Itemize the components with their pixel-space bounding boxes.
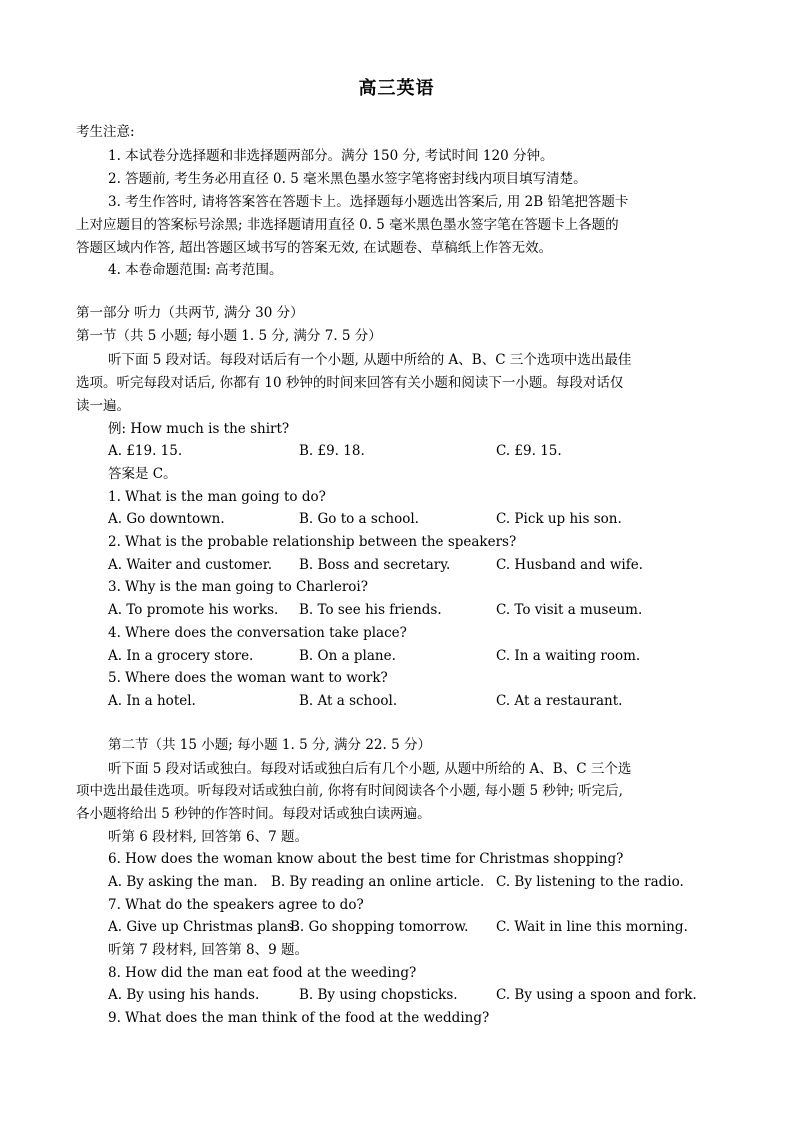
example-question: 例: How much is the shirt?	[108, 421, 290, 437]
q7-option-c: C. Wait in line this morning.	[496, 919, 688, 935]
q4-option-a: A. In a grocery store.	[108, 648, 254, 664]
section1-instructions-3: 读一遍。	[76, 398, 130, 414]
notice-item-3: 3. 考生作答时, 请将答案答在答题卡上。选择题每小题选出答案后, 用 2B 铅笔把答题卡	[108, 194, 629, 210]
q7-option-b: B. Go shopping tomorrow.	[290, 919, 469, 935]
notice-item-3-cont: 上对应题目的答案标号涂黑; 非选择题请用直径 0. 5 毫米黑色墨水签字笔在答题卡上各题的	[76, 217, 619, 233]
page-title: 高三英语	[358, 78, 435, 99]
section1-instructions-2: 选项。听完每段对话后, 你都有 10 秒钟的时间来回答有关小题和阅读下一小题。每段对话仅	[76, 375, 624, 391]
part1-heading: 第一部分 听力（共两节, 满分 30 分）	[76, 305, 304, 321]
notice-item-3-cont2: 答题区域内作答, 超出答题区域书写的答案无效, 在试题卷、草稿纸上作答无效。	[76, 240, 553, 256]
q8-option-b: B. By using chopsticks.	[299, 987, 458, 1003]
q7-option-a: A. Give up Christmas plans.	[108, 919, 299, 935]
q3-option-a: A. To promote his works.	[108, 602, 279, 618]
notice-heading: 考生注意:	[76, 124, 135, 140]
section2-instructions-3: 各小题将给出 5 秒钟的作答时间。每段对话或独白读两遍。	[76, 806, 431, 822]
q3-option-c: C. To visit a museum.	[496, 602, 643, 618]
q4-option-b: B. On a plane.	[299, 648, 396, 664]
q2-option-c: C. Husband and wife.	[496, 557, 643, 573]
material-6-heading: 听第 6 段材料, 回答第 6、7 题。	[108, 829, 309, 845]
q8-option-c: C. By using a spoon and fork.	[496, 987, 697, 1003]
q2-option-a: A. Waiter and customer.	[108, 557, 273, 573]
material-7-heading: 听第 7 段材料, 回答第 8、9 题。	[108, 942, 309, 958]
q4-option-c: C. In a waiting room.	[496, 648, 641, 664]
q1-option-b: B. Go to a school.	[299, 511, 419, 527]
q5-option-b: B. At a school.	[299, 693, 398, 709]
q1-option-c: C. Pick up his son.	[496, 511, 622, 527]
notice-item-1: 1. 本试卷分选择题和非选择题两部分。满分 150 分, 考试时间 120 分钟。	[108, 148, 554, 164]
section2-instructions-1: 听下面 5 段对话或独白。每段对话或独白后有几个小题, 从题中所给的 A、B、C 三个选	[108, 761, 632, 777]
q6-option-c: C. By listening to the radio.	[496, 874, 684, 890]
section1-heading: 第一节（共 5 小题; 每小题 1. 5 分, 满分 7. 5 分）	[76, 328, 382, 344]
question-6: 6. How does the woman know about the best time for Christmas shopping?	[108, 851, 624, 867]
example-option-c: C. £9. 15.	[496, 443, 562, 459]
q8-option-a: A. By using his hands.	[108, 987, 260, 1003]
q1-option-a: A. Go downtown.	[108, 511, 225, 527]
section2-instructions-2: 项中选出最佳选项。听每段对话或独白前, 你将有时间阅读各个小题, 每小题 5 秒钟; 听完后,	[76, 783, 623, 799]
notice-item-4: 4. 本卷命题范围: 高考范围。	[108, 262, 283, 278]
question-7: 7. What do the speakers agree to do?	[108, 897, 364, 913]
question-3: 3. Why is the man going to Charleroi?	[108, 579, 368, 595]
q3-option-b: B. To see his friends.	[299, 602, 442, 618]
q2-option-b: B. Boss and secretary.	[299, 557, 451, 573]
question-2: 2. What is the probable relationship between the speakers?	[108, 534, 517, 550]
q6-option-b: B. By reading an online article.	[271, 874, 485, 890]
question-4: 4. Where does the conversation take place?	[108, 625, 407, 641]
section1-instructions-1: 听下面 5 段对话。每段对话后有一个小题, 从题中所给的 A、B、C 三个选项中选出最佳	[108, 352, 632, 368]
example-answer: 答案是 C。	[108, 466, 177, 482]
question-9: 9. What does the man think of the food at the wedding?	[108, 1010, 490, 1026]
q5-option-c: C. At a restaurant.	[496, 693, 623, 709]
example-option-b: B. £9. 18.	[299, 443, 365, 459]
section2-heading: 第二节（共 15 小题; 每小题 1. 5 分, 满分 22. 5 分）	[108, 737, 431, 753]
q6-option-a: A. By asking the man.	[108, 874, 258, 890]
example-option-a: A. £19. 15.	[108, 443, 183, 459]
question-8: 8. How did the man eat food at the weeding?	[108, 965, 417, 981]
notice-item-2: 2. 答题前, 考生务必用直径 0. 5 毫米黑色墨水签字笔将密封线内项目填写清楚。	[108, 171, 587, 187]
question-5: 5. Where does the woman want to work?	[108, 670, 388, 686]
q5-option-a: A. In a hotel.	[108, 693, 196, 709]
question-1: 1. What is the man going to do?	[108, 489, 326, 505]
